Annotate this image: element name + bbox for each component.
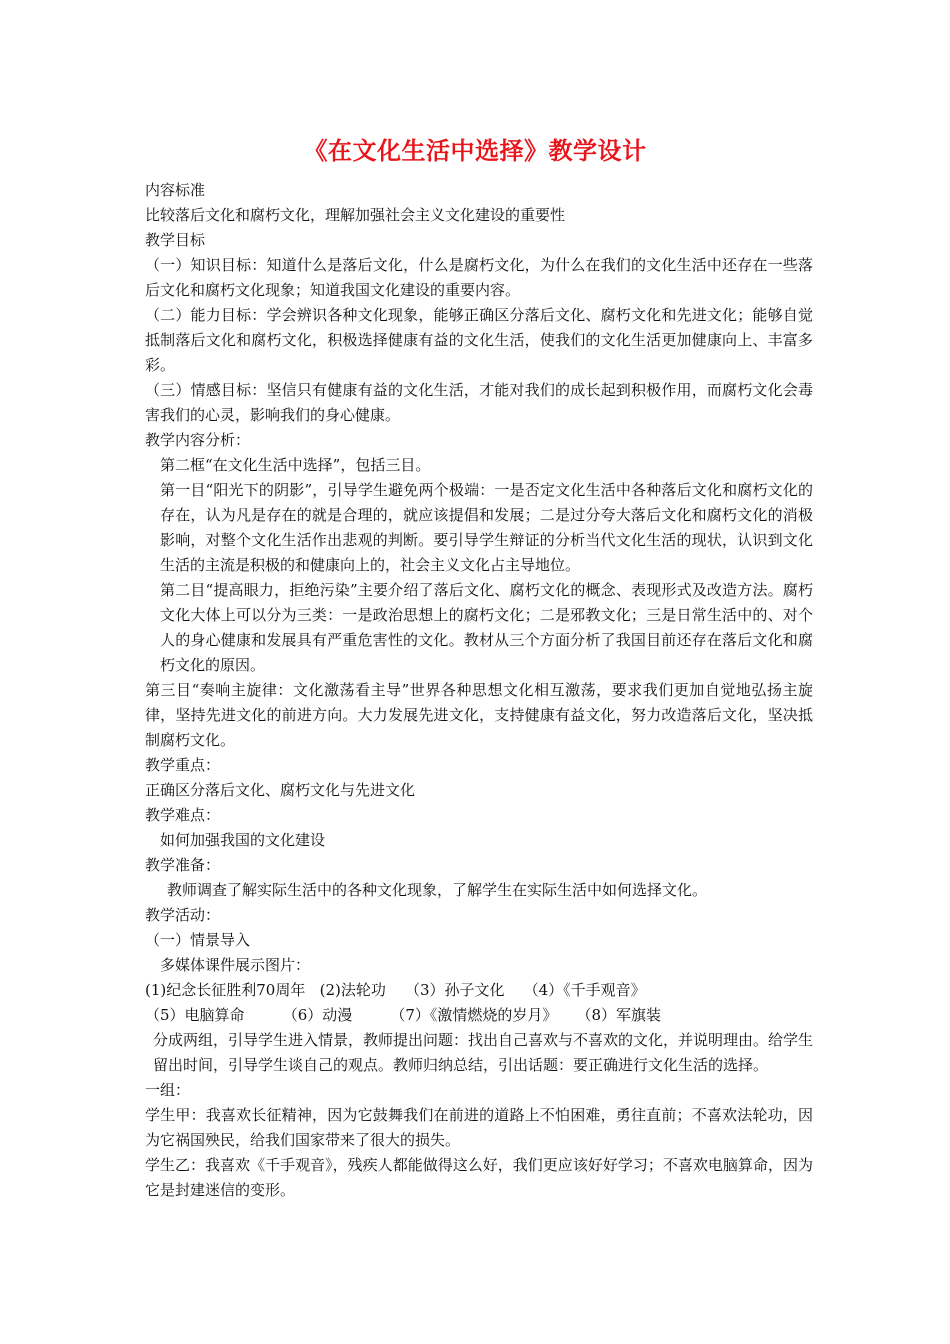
student-b-text: 学生乙：我喜欢《千手观音》，残疾人都能做得这么好，我们更应该好好学习；不喜欢电脑算命，因为它是封建迷信的变形。 xyxy=(145,1156,813,1199)
key-point-heading: 教学重点： xyxy=(145,756,221,774)
activity-subheading: （一）情景导入 xyxy=(145,931,251,949)
media-intro: 多媒体课件展示图片： xyxy=(160,956,311,974)
goal-knowledge: （一）知识目标：知道什么是落后文化，什么是腐朽文化，为什么在我们的文化生活中还存在一些落后文化和腐朽文化现象；知道我国文化建设的重要内容。 xyxy=(145,256,813,299)
document-body xyxy=(145,178,813,1203)
analysis-paragraph-3: 第三目“奏响主旋律：文化激荡看主导”世界各种思想文化相互激荡，要求我们更加自觉地弘扬主旋律，坚持先进文化的前进方向。大力发展先进文化，支持健康有益文化，努力改造落后文化，坚决抵制腐朽文化。 xyxy=(145,681,813,749)
analysis-paragraph-1: 第一目“阳光下的阴影”，引导学生避免两个极端：一是否定文化生活中各种落后文化和腐朽文化的存在，认为凡是存在的就是合理的，就应该提倡和发展；二是过分夸大落后文化和腐朽文化的消极影响，对整个文化生活作出悲观的判断。要引导学生辩证的分析当代文化生活的现状，认识到文化生活的主流是积极的和健康向上的，社会主义文化占主导地位。 xyxy=(160,481,813,574)
preparation-heading: 教学准备： xyxy=(145,856,221,874)
group-1-heading: 一组： xyxy=(145,1081,191,1099)
difficulty-text: 如何加强我国的文化建设 xyxy=(160,831,326,849)
analysis-paragraph-2: 第二目“提高眼力，拒绝污染”主要介绍了落后文化、腐朽文化的概念、表现形式及改造方法。腐朽文化大体上可以分为三类：一是政治思想上的腐朽文化；二是邪教文化；三是日常生活中的、对个人的身心健康和发展具有严重危害性的文化。教材从三个方面分析了我国目前还存在落后文化和腐朽文化的原因。 xyxy=(160,581,813,674)
activity-paragraph: 分成两组，引导学生进入情景，教师提出问题：找出自己喜欢与不喜欢的文化，并说明理由。给学生留出时间，引导学生谈自己的观点。教师归纳总结，引出话题：要正确进行文化生活的选择。 xyxy=(153,1031,814,1074)
content-standard-heading: 内容标准 xyxy=(145,181,206,199)
content-standard-text: 比较落后文化和腐朽文化，理解加强社会主义文化建设的重要性 xyxy=(145,206,566,224)
media-list-row-1: (1)纪念长征胜利70周年 (2)法轮功 （3）孙子文化 （4）《千手观音》 xyxy=(145,981,646,999)
student-a-text: 学生甲：我喜欢长征精神，因为它鼓舞我们在前进的道路上不怕困难，勇往直前；不喜欢法轮功，因为它祸国殃民，给我们国家带来了很大的损失。 xyxy=(145,1106,813,1149)
analysis-intro: 第二框“在文化生活中选择”，包括三目。 xyxy=(160,456,431,474)
goal-emotion: （三）情感目标：坚信只有健康有益的文化生活，才能对我们的成长起到积极作用，而腐朽文化会毒害我们的心灵，影响我们的身心健康。 xyxy=(145,381,813,424)
analysis-heading: 教学内容分析： xyxy=(145,431,251,449)
key-point-text: 正确区分落后文化、腐朽文化与先进文化 xyxy=(145,781,416,799)
preparation-text: 教师调查了解实际生活中的各种文化现象，了解学生在实际生活中如何选择文化。 xyxy=(167,881,708,899)
goal-ability: （二）能力目标：学会辨识各种文化现象，能够正确区分落后文化、腐朽文化和先进文化；能够自觉抵制落后文化和腐朽文化，积极选择健康有益的文化生活，使我们的文化生活更加健康向上、丰富多彩。 xyxy=(145,306,813,374)
document-title: 《在文化生活中选择》教学设计 xyxy=(303,137,647,165)
activity-heading: 教学活动： xyxy=(145,906,221,924)
goals-heading: 教学目标 xyxy=(145,231,206,249)
media-list-row-2: （5）电脑算命 （6）动漫 （7）《激情燃烧的岁月》 （8）军旗装 xyxy=(145,1006,662,1024)
difficulty-heading: 教学难点： xyxy=(145,806,221,824)
